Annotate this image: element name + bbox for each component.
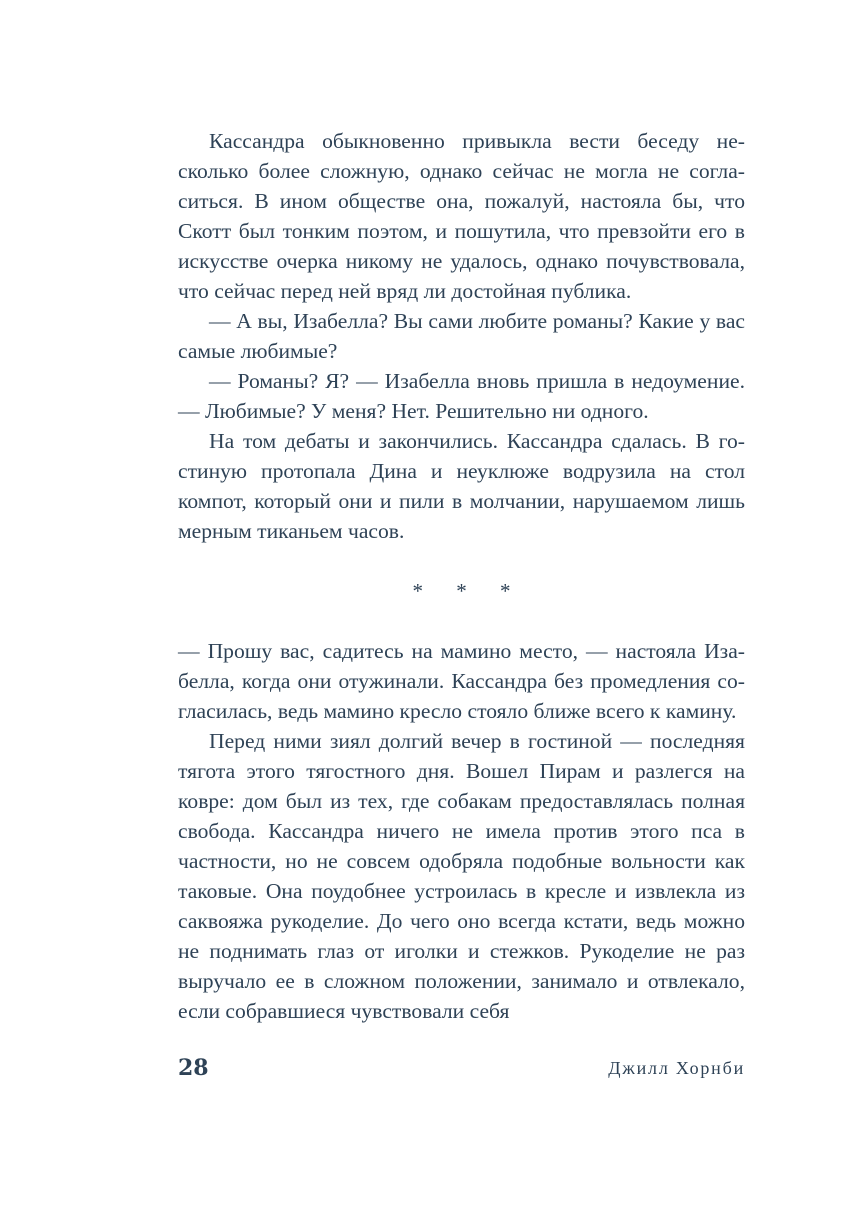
page-footer xyxy=(178,1052,745,1084)
section-break: * * * xyxy=(412,579,525,603)
page-body xyxy=(178,126,745,1026)
paragraph-scott-discussion: Кассандра обыкновенно привыкла вести беседу несколько более сложную, однако сейчас не могла не согласиться. В ином обществе она, пожалуй, настояла бы, что Скотт был тонким поэтом, и пошутила, что превзойти его в искусстве очерка никому не удалось, однако почувствовала, что сейчас перед ней вряд ли достойная публика. xyxy=(178,129,745,303)
paragraph-long-evening: Перед ними зиял долгий вечер в гостиной — последняя тягота этого тягостного дня. Вошел Пирам и разлегся на ковре: дом был из тех, где собакам предоставлялась полная свобода. Кассандра ничего не имела против этого пса в частности, но не совсем одобряла подобные вольности как таковые. Она поудобнее устроилась в кресле и извлекла из саквояжа рукоделие. До чего оно всегда кстати, ведь можно не поднимать глаз от иголки и стежков. Рукоделие не раз выручало ее в сложном положении, занимало и отвлекало, если собравшиеся чувствовали себя xyxy=(178,729,745,1023)
page-number: 28 xyxy=(178,1055,209,1081)
paragraph-question-novels: — А вы, Изабелла? Вы сами любите романы? Какие у вас самые любимые? xyxy=(178,309,745,363)
paragraph-debate-ended: На том дебаты и закончились. Кассандра сдалась. В гостиную протопала Дина и неуклюже водрузила на стол компот, который они и пили в молчании, нарушаемом лишь мерным тиканьем часов. xyxy=(178,429,745,543)
paragraph-isabella-answer: — Романы? Я? — Изабелла вновь пришла в недоумение. — Любимые? У меня? Нет. Решительно ни одного. xyxy=(178,369,745,423)
paragraph-mamas-seat: — Прошу вас, садитесь на мамино место, — настояла Изабелла, когда они отужинали. Кассандра без промедления согласилась, ведь мамино кресло стояло ближе всего к камину. xyxy=(178,639,745,723)
running-head-author: Джилл Хорнби xyxy=(608,1058,745,1078)
